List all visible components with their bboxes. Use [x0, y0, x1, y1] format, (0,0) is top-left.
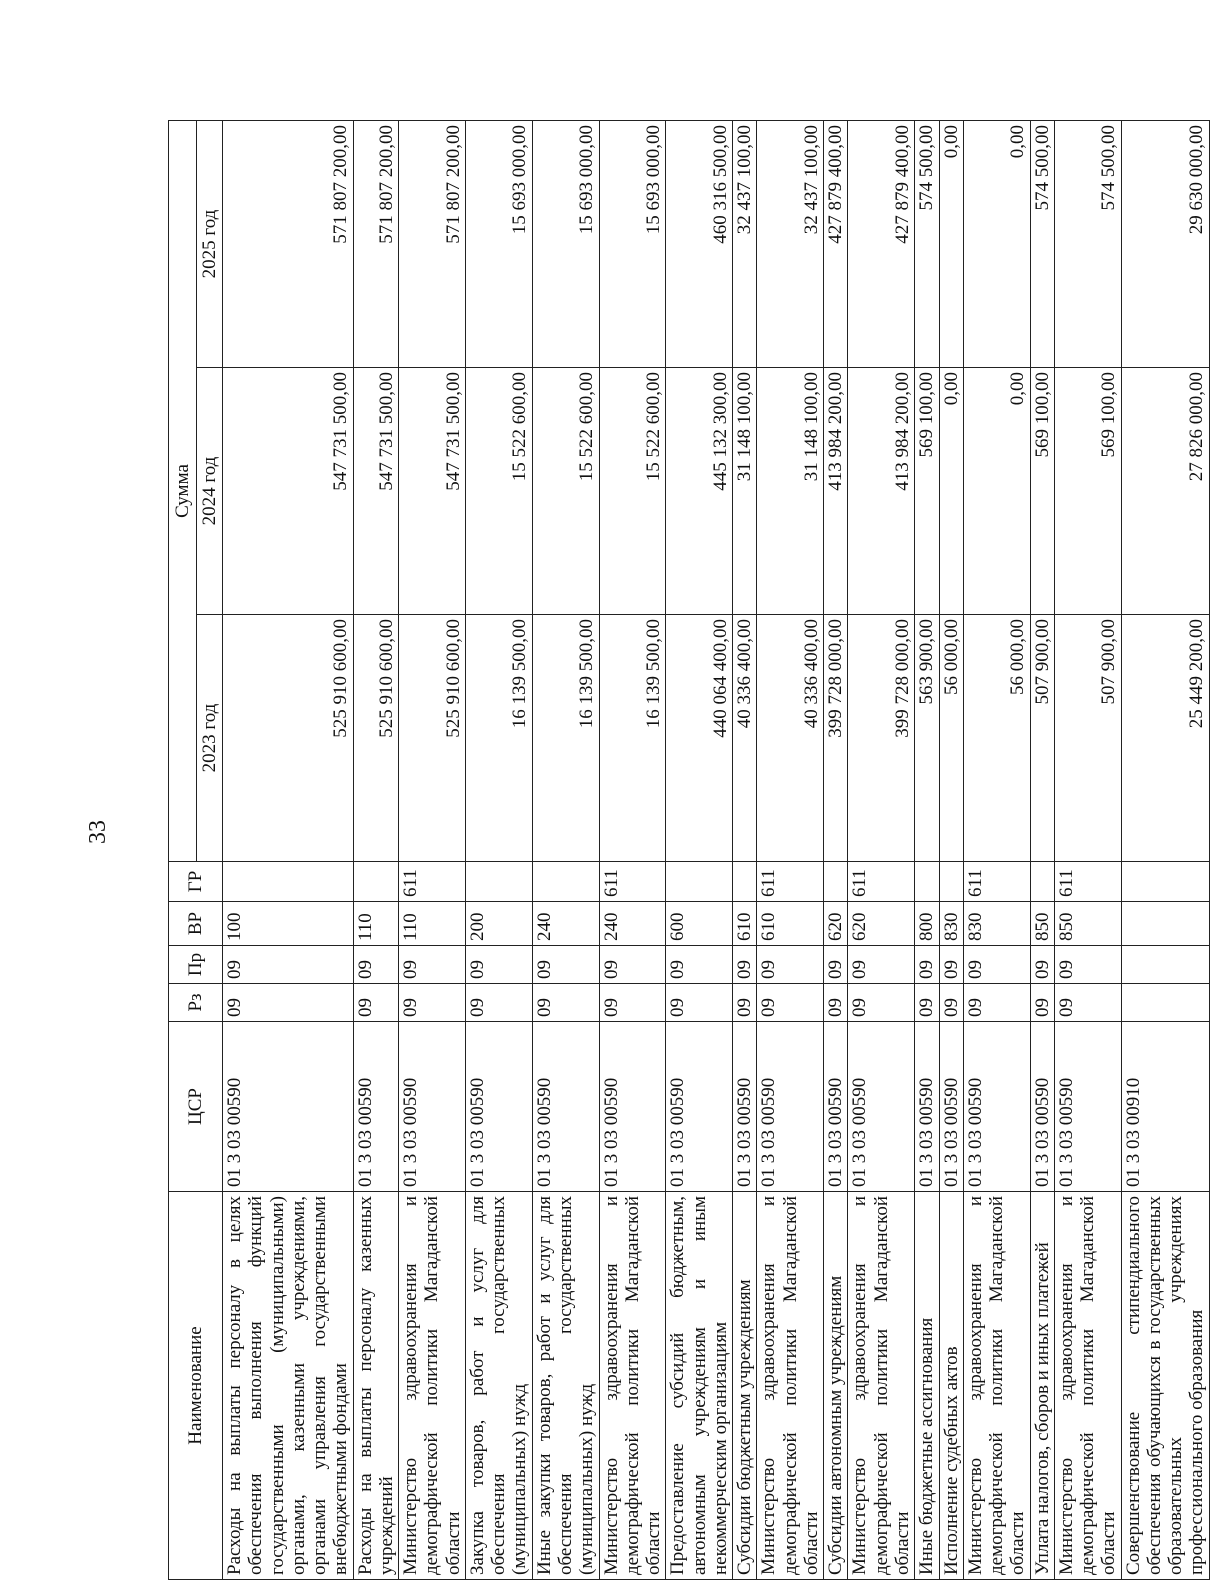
cell-sum-2024: 15 522 600,00 — [532, 368, 599, 615]
table-body — [223, 121, 1210, 1580]
table-rotated-container — [168, 120, 1208, 1580]
cell-gr: 611 — [599, 862, 666, 902]
cell-rz: 09 — [1030, 984, 1054, 1022]
page-number: 33 — [85, 820, 111, 844]
cell-pr: 09 — [1030, 946, 1054, 984]
cell-pr: 09 — [599, 946, 666, 984]
cell-name: Министерство здравоохранения и демографической политики Магаданской области — [1054, 1192, 1121, 1580]
cell-sum-2025: 460 316 500,00 — [666, 121, 733, 368]
cell-vr: 850 — [1054, 902, 1121, 946]
cell-name: Исполнение судебных актов — [939, 1192, 963, 1580]
cell-name: Субсидии бюджетным учреждениям — [733, 1192, 757, 1580]
cell-pr: 09 — [223, 946, 354, 984]
cell-name: Уплата налогов, сборов и иных платежей — [1030, 1192, 1054, 1580]
cell-pr: 09 — [824, 946, 848, 984]
cell-sum-2024: 0,00 — [963, 368, 1030, 615]
cell-gr — [915, 862, 939, 902]
cell-rz: 09 — [963, 984, 1030, 1022]
table-row — [465, 121, 532, 1580]
table-viewport — [168, 120, 1208, 1580]
cell-pr: 09 — [939, 946, 963, 984]
cell-csr: 01 3 03 00590 — [939, 1022, 963, 1192]
cell-pr: 09 — [848, 946, 915, 984]
cell-vr: 110 — [399, 902, 466, 946]
header-rz: Рз — [169, 984, 223, 1022]
table-row — [939, 121, 963, 1580]
cell-pr: 09 — [353, 946, 399, 984]
cell-sum-2025: 29 630 000,00 — [1121, 121, 1209, 368]
cell-pr: 09 — [1054, 946, 1121, 984]
cell-csr: 01 3 03 00590 — [824, 1022, 848, 1192]
cell-sum-2023: 25 449 200,00 — [1121, 615, 1209, 862]
cell-gr — [824, 862, 848, 902]
table-row — [532, 121, 599, 1580]
cell-sum-2024: 547 731 500,00 — [399, 368, 466, 615]
cell-csr: 01 3 03 00590 — [963, 1022, 1030, 1192]
cell-sum-2024: 15 522 600,00 — [465, 368, 532, 615]
cell-csr: 01 3 03 00910 — [1121, 1022, 1209, 1192]
cell-rz: 09 — [915, 984, 939, 1022]
cell-name: Расходы на выплаты персоналу казенных учреждений — [353, 1192, 399, 1580]
cell-sum-2023: 399 728 000,00 — [848, 615, 915, 862]
cell-csr: 01 3 03 00590 — [1030, 1022, 1054, 1192]
cell-sum-2023: 16 139 500,00 — [465, 615, 532, 862]
cell-csr: 01 3 03 00590 — [353, 1022, 399, 1192]
cell-gr — [1121, 862, 1209, 902]
cell-sum-2025: 0,00 — [939, 121, 963, 368]
cell-csr: 01 3 03 00590 — [532, 1022, 599, 1192]
cell-sum-2025: 571 807 200,00 — [223, 121, 354, 368]
cell-sum-2024: 27 826 000,00 — [1121, 368, 1209, 615]
cell-gr: 611 — [399, 862, 466, 902]
cell-csr: 01 3 03 00590 — [915, 1022, 939, 1192]
cell-rz: 09 — [757, 984, 824, 1022]
cell-sum-2025: 574 500,00 — [915, 121, 939, 368]
cell-gr: 611 — [848, 862, 915, 902]
cell-sum-2023: 40 336 400,00 — [733, 615, 757, 862]
cell-sum-2024: 569 100,00 — [915, 368, 939, 615]
table-row — [1054, 121, 1121, 1580]
cell-name: Министерство здравоохранения и демографической политики Магаданской области — [399, 1192, 466, 1580]
cell-rz: 09 — [824, 984, 848, 1022]
cell-sum-2023: 525 910 600,00 — [353, 615, 399, 862]
cell-sum-2025: 32 437 100,00 — [757, 121, 824, 368]
cell-pr: 09 — [757, 946, 824, 984]
cell-pr: 09 — [532, 946, 599, 984]
cell-sum-2025: 571 807 200,00 — [353, 121, 399, 368]
cell-sum-2025: 32 437 100,00 — [733, 121, 757, 368]
header-name: Наименование — [169, 1192, 223, 1580]
cell-csr: 01 3 03 00590 — [1054, 1022, 1121, 1192]
cell-sum-2025: 15 693 000,00 — [532, 121, 599, 368]
header-gr: ГР — [169, 862, 223, 902]
cell-sum-2023: 525 910 600,00 — [399, 615, 466, 862]
cell-pr: 09 — [666, 946, 733, 984]
cell-rz: 09 — [465, 984, 532, 1022]
cell-sum-2024: 413 984 200,00 — [848, 368, 915, 615]
cell-gr: 611 — [757, 862, 824, 902]
table-row — [599, 121, 666, 1580]
cell-gr — [223, 862, 354, 902]
header-vr: ВР — [169, 902, 223, 946]
cell-sum-2025: 574 500,00 — [1054, 121, 1121, 368]
budget-table — [168, 120, 1210, 1580]
cell-gr: 611 — [963, 862, 1030, 902]
cell-sum-2023: 16 139 500,00 — [532, 615, 599, 862]
cell-vr: 240 — [532, 902, 599, 946]
cell-name: Закупка товаров, работ и услуг для обеспечения государственных (муниципальных) нужд — [465, 1192, 532, 1580]
cell-sum-2024: 569 100,00 — [1030, 368, 1054, 615]
cell-sum-2025: 0,00 — [963, 121, 1030, 368]
cell-sum-2024: 413 984 200,00 — [824, 368, 848, 615]
table-row — [824, 121, 848, 1580]
cell-gr — [1030, 862, 1054, 902]
cell-name: Расходы на выплаты персоналу в целях обеспечения выполнения функций государственными (муниципальными) органами, казенными учреждениями, органами управления государственными внебюджетными фондами — [223, 1192, 354, 1580]
cell-vr: 240 — [599, 902, 666, 946]
cell-gr — [465, 862, 532, 902]
table-row — [848, 121, 915, 1580]
table-row — [353, 121, 399, 1580]
cell-vr: 850 — [1030, 902, 1054, 946]
table-row — [1030, 121, 1054, 1580]
cell-pr: 09 — [963, 946, 1030, 984]
cell-csr: 01 3 03 00590 — [465, 1022, 532, 1192]
cell-rz: 09 — [1054, 984, 1121, 1022]
cell-rz: 09 — [399, 984, 466, 1022]
cell-gr: 611 — [1054, 862, 1121, 902]
cell-rz: 09 — [939, 984, 963, 1022]
cell-csr: 01 3 03 00590 — [733, 1022, 757, 1192]
cell-vr: 830 — [939, 902, 963, 946]
table-row — [399, 121, 466, 1580]
cell-sum-2023: 40 336 400,00 — [757, 615, 824, 862]
cell-sum-2024: 15 522 600,00 — [599, 368, 666, 615]
table-row — [915, 121, 939, 1580]
cell-vr: 800 — [915, 902, 939, 946]
cell-name: Совершенствование стипендиального обеспечения обучающихся в государственных образовательных учреждениях профессионального образования — [1121, 1192, 1209, 1580]
cell-sum-2024: 0,00 — [939, 368, 963, 615]
cell-rz: 09 — [353, 984, 399, 1022]
cell-name: Министерство здравоохранения и демографической политики Магаданской области — [963, 1192, 1030, 1580]
cell-sum-2024: 569 100,00 — [1054, 368, 1121, 615]
cell-sum-2024: 547 731 500,00 — [223, 368, 354, 615]
cell-gr — [666, 862, 733, 902]
cell-sum-2025: 427 879 400,00 — [848, 121, 915, 368]
cell-gr — [939, 862, 963, 902]
cell-sum-2025: 427 879 400,00 — [824, 121, 848, 368]
cell-vr: 200 — [465, 902, 532, 946]
cell-name: Министерство здравоохранения и демографической политики Магаданской области — [757, 1192, 824, 1580]
cell-sum-2024: 31 148 100,00 — [757, 368, 824, 615]
cell-pr: 09 — [399, 946, 466, 984]
cell-rz: 09 — [848, 984, 915, 1022]
table-header — [169, 121, 223, 1580]
cell-name: Субсидии автономным учреждениям — [824, 1192, 848, 1580]
header-2025: 2025 год — [197, 121, 223, 368]
cell-gr — [532, 862, 599, 902]
cell-pr — [1121, 946, 1209, 984]
cell-vr: 830 — [963, 902, 1030, 946]
cell-vr — [1121, 902, 1209, 946]
header-2024: 2024 год — [197, 368, 223, 615]
table-row — [1121, 121, 1209, 1580]
cell-csr: 01 3 03 00590 — [599, 1022, 666, 1192]
cell-vr: 110 — [353, 902, 399, 946]
cell-sum-2025: 15 693 000,00 — [599, 121, 666, 368]
cell-sum-2023: 563 900,00 — [915, 615, 939, 862]
cell-sum-2023: 16 139 500,00 — [599, 615, 666, 862]
cell-sum-2025: 571 807 200,00 — [399, 121, 466, 368]
cell-gr — [733, 862, 757, 902]
cell-sum-2024: 547 731 500,00 — [353, 368, 399, 615]
cell-rz: 09 — [223, 984, 354, 1022]
cell-sum-2024: 31 148 100,00 — [733, 368, 757, 615]
table-row — [757, 121, 824, 1580]
cell-gr — [353, 862, 399, 902]
cell-sum-2023: 399 728 000,00 — [824, 615, 848, 862]
header-2023: 2023 год — [197, 615, 223, 862]
cell-name: Предоставление субсидий бюджетным, автономным учреждениям и иным некоммерческим организациям — [666, 1192, 733, 1580]
cell-pr: 09 — [733, 946, 757, 984]
cell-sum-2023: 56 000,00 — [963, 615, 1030, 862]
table-row — [666, 121, 733, 1580]
cell-sum-2023: 440 064 400,00 — [666, 615, 733, 862]
cell-pr: 09 — [465, 946, 532, 984]
cell-pr: 09 — [915, 946, 939, 984]
cell-sum-2025: 574 500,00 — [1030, 121, 1054, 368]
cell-rz: 09 — [666, 984, 733, 1022]
cell-name: Иные бюджетные ассигнования — [915, 1192, 939, 1580]
cell-csr: 01 3 03 00590 — [848, 1022, 915, 1192]
cell-vr: 100 — [223, 902, 354, 946]
cell-csr: 01 3 03 00590 — [399, 1022, 466, 1192]
cell-rz — [1121, 984, 1209, 1022]
cell-sum-2023: 56 000,00 — [939, 615, 963, 862]
cell-name: Министерство здравоохранения и демографической политики Магаданской области — [599, 1192, 666, 1580]
cell-name: Министерство здравоохранения и демографической политики Магаданской области — [848, 1192, 915, 1580]
cell-rz: 09 — [599, 984, 666, 1022]
cell-rz: 09 — [532, 984, 599, 1022]
cell-sum-2024: 445 132 300,00 — [666, 368, 733, 615]
cell-name: Иные закупки товаров, работ и услуг для обеспечения государственных (муниципальных) нужд — [532, 1192, 599, 1580]
cell-vr: 620 — [848, 902, 915, 946]
cell-rz: 09 — [733, 984, 757, 1022]
table-row — [223, 121, 354, 1580]
cell-csr: 01 3 03 00590 — [223, 1022, 354, 1192]
table-row — [733, 121, 757, 1580]
cell-vr: 610 — [757, 902, 824, 946]
cell-csr: 01 3 03 00590 — [757, 1022, 824, 1192]
header-pr: Пр — [169, 946, 223, 984]
cell-vr: 620 — [824, 902, 848, 946]
cell-sum-2023: 507 900,00 — [1030, 615, 1054, 862]
cell-csr: 01 3 03 00590 — [666, 1022, 733, 1192]
cell-sum-2025: 15 693 000,00 — [465, 121, 532, 368]
cell-sum-2023: 507 900,00 — [1054, 615, 1121, 862]
cell-vr: 610 — [733, 902, 757, 946]
cell-sum-2023: 525 910 600,00 — [223, 615, 354, 862]
header-csr: ЦСР — [169, 1022, 223, 1192]
cell-vr: 600 — [666, 902, 733, 946]
table-row — [963, 121, 1030, 1580]
header-sum: Сумма — [169, 121, 197, 862]
